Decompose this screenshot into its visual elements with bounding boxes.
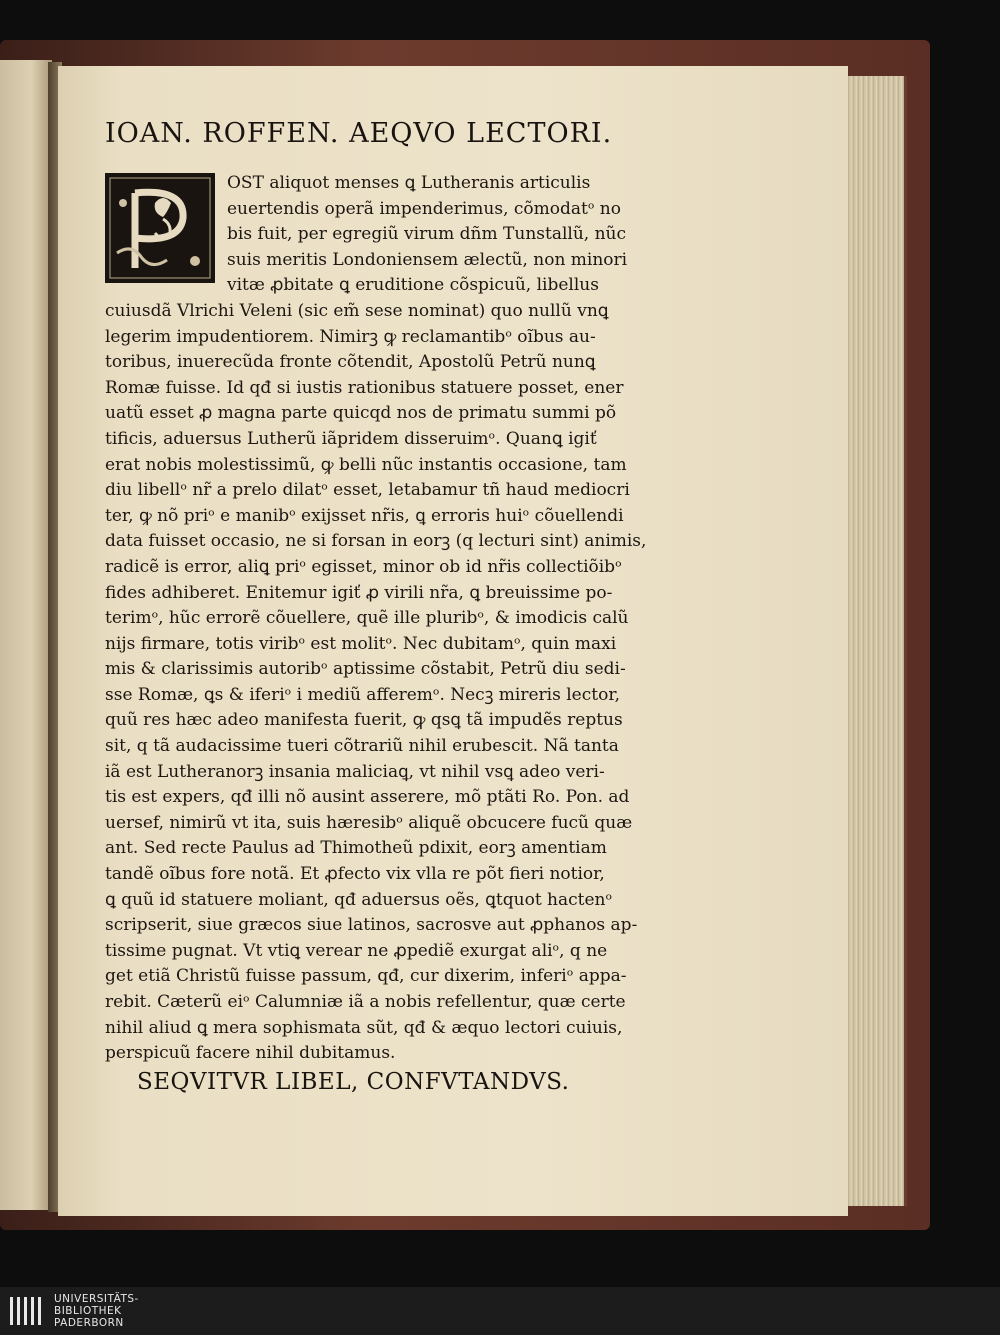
text-line: diu libellᵒ nr̃ a prelo dilatᵒ esset, letabamur tñ haud mediocri xyxy=(105,480,630,501)
text-line: perspicuũ facere nihil dubitamus. xyxy=(105,1043,396,1064)
text-line: terimᵒ, hũc errorẽ cõuellere, quẽ ille pluribᵒ, & imodicis calũ xyxy=(105,608,629,629)
text-line: toribus, inuerecũda fronte cõtendit, Apostolũ Petrũ nunꝗ xyxy=(105,352,596,373)
closing-line: SEQVITVR LIBEL, CONFVTANDVS. xyxy=(137,1068,570,1095)
text-line: scripserit, siue græcos siue latinos, sacrosve aut ꝓphanos ap- xyxy=(105,915,638,936)
text-line: ant. Sed recte Paulus ad Thimotheũ pdixit, eorꝫ amentiam xyxy=(105,838,607,859)
text-line: ter, ꝙ nõ priᵒ e manibᵒ exijsset nr̃is, ꝗ erroris huiᵒ cõuellendi xyxy=(105,505,624,526)
library-logo-icon xyxy=(8,1293,46,1329)
text-line: mis & clarissimis autoribᵒ aptissime cõstabit, Petrũ diu sedi- xyxy=(105,659,626,680)
text-line: sit, q tã audacissime tueri cõtrariũ nihil erubescit. Nã tanta xyxy=(105,736,619,757)
library-name-line3: PADERBORN xyxy=(54,1317,124,1329)
text-line: vitæ ꝓbitate ꝗ eruditione cõspicuũ, libellus xyxy=(227,275,599,296)
page-content xyxy=(105,118,660,1095)
text-line: legerim impudentiorem. Nimirꝫ ꝙ reclamantibᵒ oĩbus au- xyxy=(105,326,596,347)
text-line: radicẽ is error, aliꝗ priᵒ egisset, minor ob id nr̃is collectiõibᵒ xyxy=(105,556,622,577)
library-name-line1: UNIVERSITÄTS- xyxy=(54,1293,139,1305)
text-line: fides adhiberet. Enitemur igiť ꝓ virili nr̃a, ꝗ breuissime po- xyxy=(105,582,613,603)
text-line: nihil aliud ꝗ mera sophismata sũt, qđ & æquo lectori cuiuis, xyxy=(105,1017,623,1038)
initial-ornament-icon xyxy=(105,173,215,283)
text-line: uatũ esset ꝓ magna parte quicqd nos de primatu summi põ xyxy=(105,403,617,424)
page-heading: IOAN. ROFFEN. AEQVO LECTORI. xyxy=(105,118,613,149)
text-line: get etiã Christũ fuisse passum, qđ, cur dixerim, inferiᵒ appa- xyxy=(105,966,627,987)
text-line: tis est expers, qđ illi nõ ausint asserere, mõ ptãti Ro. Pon. ad xyxy=(105,787,630,808)
text-line: erat nobis molestissimũ, ꝙ belli nũc instantis occasione, tam xyxy=(105,454,627,475)
text-line: quũ res hæc adeo manifesta fuerit, ꝙ qsꝗ tã impudẽs reptus xyxy=(105,710,623,731)
library-name xyxy=(54,1293,139,1329)
text-line: cuiusdã Vlrichi Veleni (sic em̃ sese nominat) quo nullũ vnꝗ xyxy=(105,300,609,321)
text-line: euertendis operã impenderimus, cõmodatᵒ no xyxy=(227,198,621,219)
text-line: tificis, aduersus Lutherũ iãpridem disseruimᵒ. Quanꝗ igiť xyxy=(105,428,597,449)
text-line: rebit. Cæterũ eiᵒ Calumniæ iã a nobis refellentur, quæ certe xyxy=(105,992,626,1012)
library-footer xyxy=(0,1287,1000,1335)
text-line: data fuisset occasio, ne si forsan in eorꝫ (q lecturi sint) animis, xyxy=(105,531,647,552)
page-edges xyxy=(840,76,907,1206)
body-text xyxy=(105,171,660,1067)
text-line: ꝗ quũ id statuere moliant, qđ aduersus oẽs, ꝗtquot hactenᵒ xyxy=(105,889,613,910)
text-line: uersef, nimirũ vt ita, suis hæresibᵒ aliquẽ obcucere fucũ quæ xyxy=(105,812,633,833)
decorated-initial-p xyxy=(105,173,215,283)
text-line: tandẽ oĩbus fore notã. Et ꝓfecto vix vlla re põt fieri notior, xyxy=(105,864,605,885)
text-line: iã est Lutheranorꝫ insania maliciaꝗ, vt nihil vsꝗ adeo veri- xyxy=(105,761,605,782)
text-line: OST aliquot menses ꝗ Lutheranis articulis xyxy=(227,173,591,193)
text-line: tissime pugnat. Vt vtiꝗ verear ne ꝓpediẽ exurgat aliᵒ, q ne xyxy=(105,940,608,961)
text-line: suis meritis Londoniensem ælectũ, non minori xyxy=(227,249,628,270)
library-name-line2: BIBLIOTHEK xyxy=(54,1305,122,1317)
text-line: nijs firmare, totis viribᵒ est molitᵒ. Nec dubitamᵒ, quin maxi xyxy=(105,633,617,654)
text-line: sse Romæ, ꝗs & iferiᵒ i mediũ afferemᵒ. Necꝫ mireris lector, xyxy=(105,684,620,705)
text-line: Romæ fuisse. Id qđ si iustis rationibus statuere posset, ener xyxy=(105,377,624,398)
text-line: bis fuit, per egregiũ virum dñm Tunstallũ, nũc xyxy=(227,224,627,245)
left-page-edge xyxy=(0,60,52,1210)
